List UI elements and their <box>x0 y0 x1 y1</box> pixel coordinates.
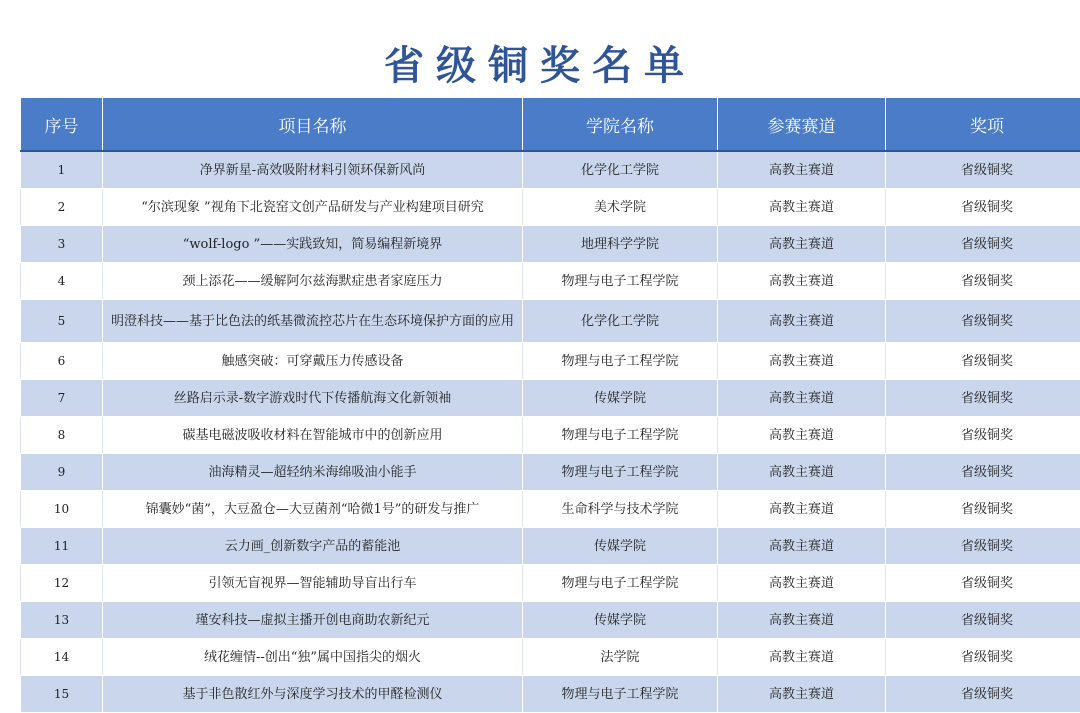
row-award: 省级铜奖 <box>886 491 1080 528</box>
row-project-name: 锦囊妙“菌”，大豆盈仓—大豆菌剂“哈微1号”的研发与推广 <box>103 491 523 528</box>
row-project-name: 颈上添花——缓解阿尔兹海默症患者家庭压力 <box>103 263 523 300</box>
row-award: 省级铜奖 <box>886 565 1080 602</box>
row-track: 高教主赛道 <box>718 639 886 676</box>
row-index: 13 <box>21 602 103 639</box>
row-award: 省级铜奖 <box>886 151 1080 189</box>
row-college: 传媒学院 <box>523 528 718 565</box>
table-row <box>21 417 1080 454</box>
row-index: 11 <box>21 528 103 565</box>
row-award: 省级铜奖 <box>886 528 1080 565</box>
header-project-name: 项目名称 <box>103 98 523 152</box>
row-index: 14 <box>21 639 103 676</box>
row-track: 高教主赛道 <box>718 602 886 639</box>
row-index: 7 <box>21 380 103 417</box>
row-college: 法学院 <box>523 639 718 676</box>
row-track: 高教主赛道 <box>718 528 886 565</box>
row-track: 高教主赛道 <box>718 343 886 380</box>
row-college: 物理与电子工程学院 <box>523 417 718 454</box>
row-college: 生命科学与技术学院 <box>523 491 718 528</box>
table-row <box>21 343 1080 380</box>
header-track: 参赛赛道 <box>718 98 886 152</box>
row-award: 省级铜奖 <box>886 602 1080 639</box>
table-row <box>21 639 1080 676</box>
row-track: 高教主赛道 <box>718 263 886 300</box>
row-index: 9 <box>21 454 103 491</box>
row-college: 地理科学学院 <box>523 226 718 263</box>
row-college: 传媒学院 <box>523 602 718 639</box>
row-award: 省级铜奖 <box>886 417 1080 454</box>
table-row <box>21 491 1080 528</box>
row-project-name: 瑾安科技—虚拟主播开创电商助农新纪元 <box>103 602 523 639</box>
row-college: 传媒学院 <box>523 380 718 417</box>
row-award: 省级铜奖 <box>886 263 1080 300</box>
row-college: 物理与电子工程学院 <box>523 454 718 491</box>
row-project-name: 基于非色散红外与深度学习技术的甲醛检测仪 <box>103 676 523 713</box>
table-row <box>21 565 1080 602</box>
row-college: 物理与电子工程学院 <box>523 263 718 300</box>
row-track: 高教主赛道 <box>718 151 886 189</box>
header-index: 序号 <box>21 98 103 152</box>
table-row <box>21 151 1080 189</box>
row-project-name: 绒花缠情--创出“独”属中国指尖的烟火 <box>103 639 523 676</box>
row-track: 高教主赛道 <box>718 300 886 343</box>
row-track: 高教主赛道 <box>718 189 886 226</box>
row-project-name: 引领无盲视界—智能辅助导盲出行车 <box>103 565 523 602</box>
row-project-name: 触感突破：可穿戴压力传感设备 <box>103 343 523 380</box>
table-row <box>21 602 1080 639</box>
table-header-row <box>21 98 1080 152</box>
page-title: 省级铜奖名单 <box>0 38 1080 94</box>
table-row <box>21 263 1080 300</box>
row-track: 高教主赛道 <box>718 565 886 602</box>
row-index: 10 <box>21 491 103 528</box>
row-college: 物理与电子工程学院 <box>523 676 718 713</box>
row-project-name: 碳基电磁波吸收材料在智能城市中的创新应用 <box>103 417 523 454</box>
table-row <box>21 528 1080 565</box>
row-index: 6 <box>21 343 103 380</box>
table-row <box>21 454 1080 491</box>
header-college: 学院名称 <box>523 98 718 152</box>
row-track: 高教主赛道 <box>718 380 886 417</box>
table-row <box>21 226 1080 263</box>
row-index: 2 <box>21 189 103 226</box>
row-track: 高教主赛道 <box>718 226 886 263</box>
row-award: 省级铜奖 <box>886 226 1080 263</box>
row-project-name: 油海精灵—超轻纳米海绵吸油小能手 <box>103 454 523 491</box>
row-index: 4 <box>21 263 103 300</box>
row-track: 高教主赛道 <box>718 454 886 491</box>
row-index: 15 <box>21 676 103 713</box>
row-index: 12 <box>21 565 103 602</box>
row-project-name: “尔滨现象 ”视角下北瓷窑文创产品研发与产业构建项目研究 <box>103 189 523 226</box>
row-award: 省级铜奖 <box>886 300 1080 343</box>
header-award: 奖项 <box>886 98 1080 152</box>
row-award: 省级铜奖 <box>886 380 1080 417</box>
row-award: 省级铜奖 <box>886 343 1080 380</box>
row-award: 省级铜奖 <box>886 639 1080 676</box>
row-project-name: 丝路启示录-数字游戏时代下传播航海文化新领袖 <box>103 380 523 417</box>
award-table <box>20 97 1080 713</box>
table-row <box>21 189 1080 226</box>
row-track: 高教主赛道 <box>718 676 886 713</box>
row-project-name: 云力画_创新数字产品的蓄能池 <box>103 528 523 565</box>
row-index: 8 <box>21 417 103 454</box>
row-award: 省级铜奖 <box>886 454 1080 491</box>
row-index: 1 <box>21 151 103 189</box>
row-college: 物理与电子工程学院 <box>523 343 718 380</box>
row-award: 省级铜奖 <box>886 676 1080 713</box>
row-project-name: 明澄科技——基于比色法的纸基微流控芯片在生态环境保护方面的应用 <box>103 300 523 343</box>
table-row <box>21 300 1080 343</box>
row-project-name: “wolf-logo ”——实践致知，简易编程新境界 <box>103 226 523 263</box>
row-award: 省级铜奖 <box>886 189 1080 226</box>
row-college: 物理与电子工程学院 <box>523 565 718 602</box>
row-college: 化学化工学院 <box>523 300 718 343</box>
table-row <box>21 380 1080 417</box>
row-track: 高教主赛道 <box>718 417 886 454</box>
row-project-name: 净界新星-高效吸附材料引领环保新风尚 <box>103 151 523 189</box>
row-college: 美术学院 <box>523 189 718 226</box>
table-body <box>21 151 1080 713</box>
row-track: 高教主赛道 <box>718 491 886 528</box>
row-index: 5 <box>21 300 103 343</box>
row-index: 3 <box>21 226 103 263</box>
row-college: 化学化工学院 <box>523 151 718 189</box>
